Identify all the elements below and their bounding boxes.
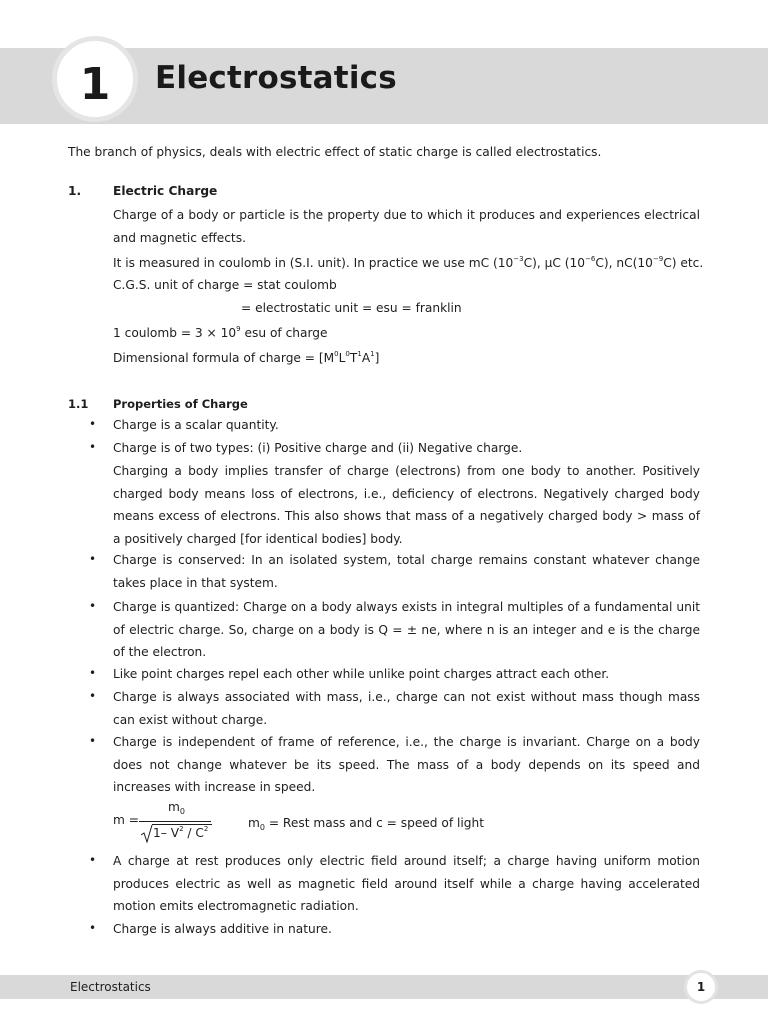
section-1-title: Electric Charge [113, 184, 218, 198]
coulomb-esu-line: 1 coulomb = $3 \times 10^9$ esu of charge [113, 325, 328, 340]
bullet-marker: • [89, 552, 97, 566]
bullet-marker: • [89, 599, 97, 613]
bullet-marker: • [89, 921, 97, 935]
bullet-marker: • [89, 689, 97, 703]
page-number: 1 [696, 980, 706, 994]
formula-denominator: 1– $V^2 / C^2$ [153, 825, 209, 840]
bullet-marker: • [89, 734, 97, 748]
section-1-number: 1. [68, 184, 82, 198]
charge-definition: Charge of a body or particle is the property due to which it produces and experiences electrical and magnetic effects. [113, 208, 700, 245]
formula-numerator: $m_0$ [168, 800, 185, 816]
property-fields-radiation: A charge at rest produces only electric field around itself; a charge having uniform motion produces electric as well as magnetic field around itself while a charge having accelerated motion emits electromagnetic radiation. [113, 854, 700, 913]
bullet-marker: • [89, 853, 97, 867]
intro-paragraph: The branch of physics, deals with electric effect of static charge is called electrostatics. [68, 145, 602, 159]
property-repel-attract: Like point charges repel each other while unlike point charges attract each other. [113, 667, 610, 681]
formula-lhs: m = [113, 813, 139, 827]
property-two-types: Charge is of two types: (i) Positive charge and (ii) Negative charge. [113, 441, 523, 455]
property-quantized: Charge is quantized: Charge on a body always exists in integral multiples of a fundamental unit of electric charge. So, charge on a body is Q = ± ne, where n is an integer and e is the charge of the electron. [113, 600, 700, 659]
chapter-title: Electrostatics [155, 60, 397, 96]
bullet-marker: • [89, 417, 97, 431]
property-conserved: Charge is conserved: In an isolated system, total charge remains constant whatever change takes place in that system. [113, 553, 700, 590]
page-number-badge [684, 970, 718, 1004]
property-invariant: Charge is independent of frame of reference, i.e., the charge is invariant. Charge on a body does not change whatever be its speed. The mass of a body depends on its speed and increases with increase in speed. [113, 735, 700, 794]
chapter-number-badge [52, 36, 138, 122]
property-scalar: Charge is a scalar quantity. [113, 418, 279, 432]
section-1-1-title: Properties of Charge [113, 397, 248, 411]
bullet-marker: • [89, 666, 97, 680]
si-unit-line: It is measured in coulomb in (S.I. unit). In practice we use mC $(10^{-3}C)$, μC $(10^{-6}C)$, $nC(10^{-9}C)$ etc. [113, 255, 704, 270]
dimensional-formula-line: Dimensional formula of charge = $[M^0L^0T^1A^1]$ [113, 350, 380, 365]
bullet-marker: • [89, 440, 97, 454]
property-mass-association: Charge is always associated with mass, i.e., charge can not exist without mass though mass can exist without charge. [113, 690, 700, 727]
cgs-unit-line: C.G.S. unit of charge = stat coulomb [113, 278, 337, 292]
rest-mass-note: $m_0$ = Rest mass and c = speed of light [248, 816, 485, 832]
relativistic-mass-formula [113, 800, 253, 846]
square-root-sign [141, 824, 153, 843]
chapter-number: 1 [79, 58, 111, 110]
property-additive: Charge is always additive in nature. [113, 922, 332, 936]
esu-line: = electrostatic unit = esu = franklin [241, 301, 462, 315]
section-1-1-number: 1.1 [68, 397, 89, 411]
fraction-bar [139, 821, 211, 822]
footer-chapter-label: Electrostatics [70, 980, 151, 994]
charging-note: Charging a body implies transfer of charge (electrons) from one body to another. Positively charged body means loss of electrons, i.e., deficiency of electrons. Negatively charged body means excess of electrons. This also shows that mass of a negatively charged body > mass of a positively charged [for identical bodies] body. [113, 464, 700, 546]
